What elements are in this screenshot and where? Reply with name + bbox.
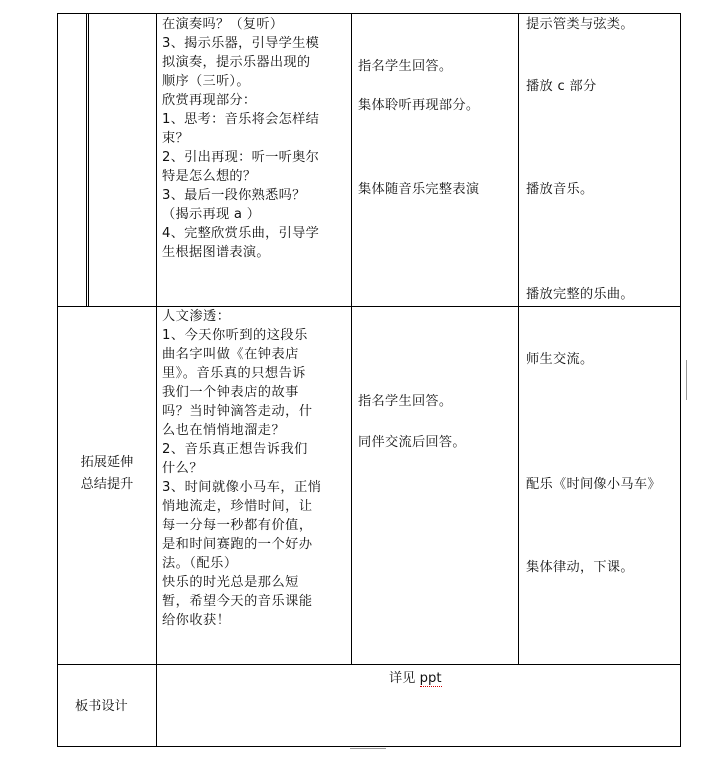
row1-media-cell (526, 285, 634, 304)
process-line: 1、思考：音乐将会怎样结 (162, 112, 320, 127)
student-line: 同伴交流后回答。 (358, 435, 466, 450)
row1-media-cell (526, 180, 593, 199)
process-line: 法。（配乐） (162, 556, 238, 571)
row2-media-cell (526, 350, 593, 369)
table-bottom-border (57, 746, 681, 747)
media-line: 集体律动，下课。 (526, 560, 634, 575)
process-column-divider (351, 13, 352, 664)
stage-label-line: 总结提升 (80, 477, 134, 492)
process-line: 特是怎么想的？ (162, 169, 257, 184)
process-line: 3、时间就像小马车，正悄 (162, 480, 322, 495)
student-column-divider (518, 13, 519, 664)
stage-column-divider (156, 13, 157, 747)
process-line: 什么？ (162, 461, 204, 476)
stage-label (59, 452, 155, 496)
board-design-prefix: 详见 (389, 671, 420, 686)
row-divider-2 (57, 664, 681, 665)
process-line: 暂，希望今天的音乐课能 (162, 594, 313, 609)
process-line: 欣赏再现部分： (162, 93, 257, 108)
process-line: 里》。音乐真的只想告诉 (162, 366, 306, 381)
table-left-border (57, 13, 58, 747)
stage-label-line: 拓展延伸 (80, 455, 134, 470)
row2-media-cell (526, 558, 634, 577)
process-line: 在演奏吗？（复听） (162, 17, 284, 32)
process-line: （揭示再现 a ） (162, 207, 261, 222)
media-line: 配乐《时间像小马车》 (526, 477, 661, 492)
media-line: 提示管类与弦类。 (526, 17, 634, 32)
row1-student-cell (358, 96, 479, 115)
row1-student-cell (358, 180, 479, 199)
student-line: 指名学生回答。 (358, 394, 453, 409)
media-line: 师生交流。 (526, 352, 594, 367)
row1-media-cell (526, 77, 596, 96)
row2-student-cell (358, 433, 466, 452)
student-line: 集体随音乐完整表演 (358, 182, 480, 197)
process-line: 我们一个钟表店的故事 (162, 385, 299, 400)
stage-subdivider-b (88, 13, 89, 306)
process-line: 4、完整欣赏乐曲，引导学 (162, 226, 320, 241)
process-line: 吗？当时钟滴答走动，什 (162, 404, 313, 419)
media-line: 播放 c 部分 (526, 79, 597, 94)
process-line: 2、音乐真正想告诉我们 (162, 442, 308, 457)
stage-subdivider-a (86, 13, 87, 306)
row1-media-cell (526, 15, 634, 34)
process-line: 曲名字叫做《在钟表店 (162, 347, 299, 362)
row2-media-cell (526, 475, 661, 494)
process-line: 生根据图谱表演。 (162, 245, 270, 260)
row2-process-cell (162, 307, 321, 630)
process-line: 悄地流走，珍惜时间，让 (162, 499, 313, 514)
media-line: 播放完整的乐曲。 (526, 287, 634, 302)
row-divider-1 (57, 306, 681, 307)
board-design-content (389, 667, 442, 686)
process-line: 是和时间赛跑的一个好办 (162, 537, 313, 552)
bottom-edge-mark (350, 748, 386, 749)
student-line: 指名学生回答。 (358, 59, 453, 74)
student-line: 集体聆听再现部分。 (358, 98, 480, 113)
process-line: 么也在悄悄地溜走？ (162, 423, 286, 438)
row1-student-cell (358, 57, 452, 76)
board-design-ppt: ppt (419, 671, 442, 686)
process-line: 3、揭示乐器，引导学生模 (162, 36, 320, 51)
process-line: 2、引出再现：听一听奥尔 (162, 150, 320, 165)
row2-student-cell (358, 392, 452, 411)
table-right-border (680, 13, 681, 747)
table-top-border (57, 13, 681, 14)
right-edge-mark (686, 360, 687, 400)
process-line: 3、最后一段你熟悉吗？ (162, 188, 306, 203)
row1-process-cell (162, 15, 319, 262)
process-line: 给你收获！ (162, 613, 231, 628)
process-line: 快乐的时光总是那么短 (162, 575, 299, 590)
media-line: 播放音乐。 (526, 182, 594, 197)
process-line: 人文渗透： (162, 309, 231, 324)
process-line: 束？ (162, 131, 189, 146)
process-line: 每一分每一秒都有价值， (162, 518, 313, 533)
process-line: 1、今天你听到的这段乐 (162, 328, 308, 343)
board-design-label: 板书设计 (75, 699, 128, 714)
process-line: 拟演奏，提示乐器出现的 (162, 55, 311, 70)
process-line: 顺序（三听）。 (162, 74, 250, 89)
